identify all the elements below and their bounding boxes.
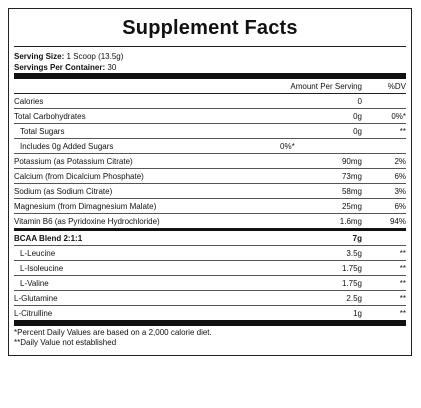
column-header: [14, 79, 406, 93]
nutrient-row: [14, 214, 406, 228]
ingredient-name: L-Valine: [20, 278, 49, 288]
nutrient-name: Magnesium (from Dimagnesium Malate): [14, 201, 157, 211]
supplement-facts-panel: [8, 8, 412, 356]
ingredient-dv: **: [399, 293, 406, 303]
servings-per-container-label: Servings Per Container:: [14, 63, 106, 72]
ingredient-amount: 3.5g: [346, 248, 362, 258]
ingredient-dv: **: [399, 248, 406, 258]
blend-item-row: [14, 246, 406, 261]
nutrient-dv: 6%: [394, 171, 406, 181]
nutrient-dv: 94%: [389, 216, 406, 226]
nutrient-name: Total Sugars: [20, 126, 65, 136]
ingredient-name: L-Leucine: [20, 248, 56, 258]
ingredient-amount: 1.75g: [341, 278, 362, 288]
footnote-not-established: **Daily Value not established: [14, 338, 117, 347]
nutrient-dv: 0%*: [391, 111, 406, 121]
nutrient-amount: 0: [357, 96, 362, 106]
ingredient-amount: 2.5g: [346, 293, 362, 303]
nutrient-name: Potassium (as Potassium Citrate): [14, 156, 133, 166]
blend-item-row: [14, 276, 406, 291]
nutrient-amount: 0g: [353, 111, 362, 121]
ingredient-row: [14, 306, 406, 320]
blend-row: [14, 231, 406, 246]
nutrient-dv: 3%: [394, 186, 406, 196]
nutrient-row: [14, 124, 406, 139]
ingredient-name: L-Isoleucine: [20, 263, 64, 273]
nutrient-dv: 2%: [394, 156, 406, 166]
nutrient-row: [14, 184, 406, 199]
dv-header: %DV: [387, 81, 406, 91]
ingredient-amount: 1g: [353, 308, 362, 318]
panel-title: Supplement Facts: [122, 17, 298, 39]
ingredient-dv: **: [399, 278, 406, 288]
nutrient-dv: **: [399, 126, 406, 136]
nutrient-row: [14, 169, 406, 184]
blend-amount: 7g: [352, 233, 362, 243]
nutrient-row: [14, 154, 406, 169]
nutrient-amount: 58mg: [341, 186, 362, 196]
nutrient-name: Total Carbohydrates: [14, 111, 86, 121]
nutrient-amount: 1.6mg: [339, 216, 362, 226]
nutrient-name: Vitamin B6 (as Pyridoxine Hydrochloride): [14, 216, 160, 226]
nutrient-row: [14, 94, 406, 109]
ingredient-amount: 1.75g: [341, 263, 362, 273]
servings-per-container-value: 30: [107, 63, 117, 72]
servings-per-container-line: [14, 62, 406, 73]
serving-size-value: 1 Scoop (13.5g): [66, 52, 124, 61]
nutrient-row: [14, 109, 406, 124]
nutrient-amount: 0%*: [280, 141, 295, 151]
nutrient-dv: 6%: [394, 201, 406, 211]
nutrient-name: Calcium (from Dicalcium Phosphate): [14, 171, 144, 181]
blend-item-row: [14, 261, 406, 276]
nutrient-amount: 0g: [353, 126, 362, 136]
footnotes: [14, 326, 406, 348]
nutrient-row: [14, 139, 406, 154]
ingredient-name: L-Glutamine: [14, 293, 58, 303]
serving-size-label: Serving Size:: [14, 52, 65, 61]
ingredient-name: L-Citrulline: [14, 308, 53, 318]
footnote-dv: *Percent Daily Values are based on a 2,000 calorie diet.: [14, 328, 212, 337]
divider: [14, 46, 406, 47]
ingredient-dv: **: [399, 263, 406, 273]
ingredient-row: [14, 291, 406, 306]
nutrient-name: Calories: [14, 96, 44, 106]
nutrient-row: [14, 199, 406, 214]
ingredient-dv: **: [399, 308, 406, 318]
nutrient-amount: 73mg: [341, 171, 362, 181]
nutrient-name: Sodium (as Sodium Citrate): [14, 186, 113, 196]
blend-name: BCAA Blend 2:1:1: [14, 233, 83, 243]
serving-info: [14, 51, 406, 73]
serving-size-line: [14, 51, 406, 62]
nutrient-amount: 25mg: [341, 201, 362, 211]
nutrient-amount: 90mg: [341, 156, 362, 166]
amount-header: Amount Per Serving: [290, 81, 362, 91]
nutrient-name: Includes 0g Added Sugars: [20, 141, 114, 151]
